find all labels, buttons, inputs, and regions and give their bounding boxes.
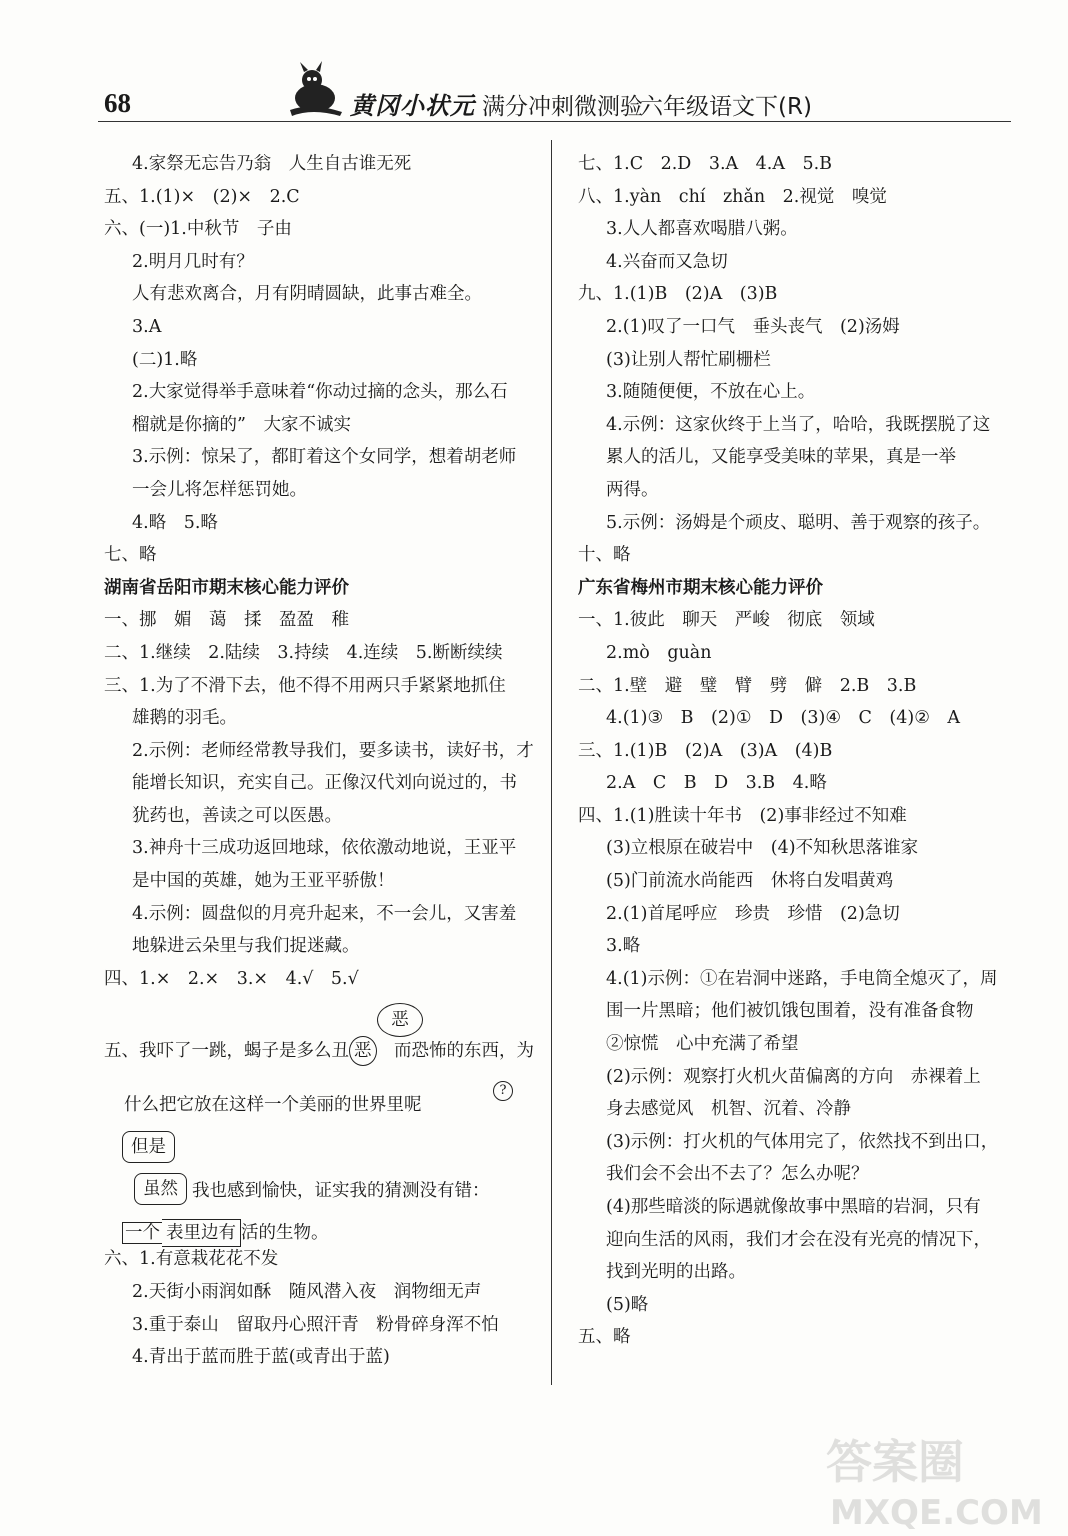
- section-heading: 湖南省岳阳市期末核心能力评价: [104, 577, 349, 598]
- answer-line: 七、略: [104, 545, 157, 566]
- answer-line: 五、1.(1)× (2)× 2.C: [104, 186, 300, 207]
- question-mark-icon: ?: [493, 1081, 513, 1101]
- answer-line: 4.示例：圆盘似的月亮升起来，不一会儿，又害羞: [132, 903, 517, 924]
- answer-line: 我们会不会出不去了？怎么办呢？: [606, 1164, 869, 1185]
- answer-line: (5)略: [606, 1294, 649, 1315]
- answer-line: 3.重于泰山 留取丹心照汗青 粉骨碎身浑不怕: [132, 1314, 499, 1335]
- right-column: [578, 148, 1008, 1354]
- watermark-logo: [808, 1416, 1058, 1536]
- answer-line: 2.明月几时有？: [132, 251, 254, 272]
- edit-text: 什么把它放在这样一个美丽的世界里呢: [124, 1095, 422, 1116]
- answer-line: 2.(1)叹了一口气 垂头丧气 (2)汤姆: [606, 316, 900, 337]
- answer-line: 2.大家觉得举手意味着“你动过摘的念头，那么石: [132, 382, 508, 403]
- header-rule: [98, 121, 1011, 122]
- answer-line: 一、1.彼此 聊天 严峻 彻底 领域: [578, 610, 875, 631]
- edit-text: 活的生物。: [241, 1223, 329, 1244]
- deleted-word-box: 虽然: [134, 1173, 187, 1205]
- answer-line: 犹药也，善读之可以医愚。: [132, 805, 342, 826]
- answer-line: 3.人人都喜欢喝腊八粥。: [606, 219, 798, 240]
- answer-line: 榴就是你摘的” 大家不诚实: [132, 414, 351, 435]
- edit-line-1: [104, 1035, 534, 1068]
- swap-box: 表里边有: [162, 1219, 241, 1247]
- answer-line: ②惊慌 心中充满了希望: [606, 1034, 799, 1055]
- left-column: [104, 148, 544, 1374]
- answer-line: 三、1.为了不滑下去，他不得不用两只手紧紧地抓住: [104, 675, 506, 696]
- answer-line: 2.天街小雨润如酥 随风潜入夜 润物细无声: [132, 1282, 482, 1303]
- answer-line: 2.A C B D 3.B 4.略: [606, 773, 827, 794]
- answer-line: 3.示例：惊呆了，都盯着这个女同学，想着胡老师: [132, 447, 517, 468]
- answer-line: (二)1.略: [132, 349, 198, 370]
- answer-line: 十、略: [578, 545, 631, 566]
- answer-line: 3.A: [132, 316, 162, 337]
- page-number: 68: [104, 88, 131, 118]
- answer-line: 4.家祭无忘告乃翁 人生自古谁无死: [132, 154, 412, 174]
- mascot-logo-icon: [282, 58, 352, 120]
- answer-line: 2.(1)首尾呼应 珍贵 珍惜 (2)急切: [606, 903, 900, 924]
- answer-line: 雄鹅的羽毛。: [132, 708, 237, 729]
- answer-line: 3.神舟十三成功返回地球，依依激动地说，王亚平: [132, 838, 517, 859]
- answer-line: 2.示例：老师经常教导我们，要多读书，读好书，才: [132, 740, 534, 761]
- circled-char: 恶: [349, 1036, 377, 1066]
- brand-name: 黄冈小状元: [350, 91, 475, 120]
- answer-line: 九、1.(1)B (2)A (3)B: [578, 284, 778, 305]
- answer-line: 二、1.壁 避 璧 臂 劈 僻 2.B 3.B: [578, 675, 917, 696]
- answer-line: 3.随随便便，不放在心上。: [606, 382, 816, 403]
- answer-line: 是中国的英雄，她为王亚平骄傲！: [132, 871, 395, 892]
- answer-line: 六、1.有意栽花花不发: [104, 1249, 279, 1270]
- edit-text: 而恐怖的东西，为: [376, 1041, 534, 1062]
- answer-line: (2)示例：观察打火机火苗偏离的方向 赤裸着上: [606, 1066, 981, 1087]
- answer-line: 三、1.(1)B (2)A (3)A (4)B: [578, 740, 833, 761]
- answer-line: 5.示例：汤姆是个顽皮、聪明、善于观察的孩子。: [606, 512, 991, 533]
- watermark-text: 答案圈: [826, 1435, 964, 1489]
- answer-line: (4)那些暗淡的际遇就像故事中黑暗的岩洞，只有: [606, 1197, 981, 1217]
- edit-line-4: [122, 1217, 329, 1250]
- inserted-word-box: 但是: [122, 1131, 175, 1163]
- answer-line: (3)示例：打火机的气体用完了，依然找不到出口，: [606, 1131, 999, 1152]
- answer-line: 4.兴奋而又急切: [606, 251, 728, 272]
- page-header: [0, 0, 1068, 130]
- answer-line: (3)立根原在破岩中 (4)不知秋思落谁家: [606, 838, 919, 859]
- answer-line: 一、挪 媚 蔼 揉 盈盈 稚: [104, 610, 349, 631]
- answer-line: 4.(1)③ B (2)① D (3)④ C (4)② A: [606, 708, 961, 729]
- answer-line: 累人的活儿，又能享受美味的苹果，真是一举: [606, 447, 956, 468]
- answer-line: 六、(一)1.中秋节 子由: [104, 219, 292, 240]
- answer-line: 五、略: [578, 1327, 631, 1348]
- answer-line: 身去感觉风 机智、沉着、冷静: [606, 1099, 851, 1120]
- answer-line: 人有悲欢离合，月有阴晴圆缺，此事古难全。: [132, 284, 482, 305]
- answer-line: 四、1.× 2.× 3.× 4.√ 5.√: [104, 968, 359, 989]
- answer-line: 2.mò guàn: [606, 642, 712, 663]
- answer-line: 围一片黑暗；他们被饥饿包围着，没有准备食物: [606, 1001, 974, 1022]
- answer-line: 4.略 5.略: [132, 512, 218, 533]
- answer-line: 4.青出于蓝而胜于蓝(或青出于蓝): [132, 1347, 390, 1368]
- answer-line: 4.(1)示例：①在岩洞中迷路，手电筒全熄灭了，周: [606, 968, 998, 989]
- section-heading: 广东省梅州市期末核心能力评价: [578, 577, 823, 598]
- edit-text: 五、我吓了一跳，蝎子是多么丑: [104, 1041, 349, 1062]
- watermark-url: MXQE.COM: [830, 1493, 1043, 1533]
- edit-text: 一个: [122, 1222, 162, 1244]
- correction-bubble: 恶: [377, 1003, 423, 1037]
- answer-line: (5)门前流水尚能西 休将白发唱黄鸡: [606, 871, 894, 892]
- column-divider: [551, 140, 552, 1385]
- answer-line: 找到光明的出路。: [606, 1262, 746, 1283]
- answer-line: 4.示例：这家伙终于上当了，哈哈，我既摆脱了这: [606, 414, 991, 435]
- answer-line: 迎向生活的风雨，我们才会在没有光亮的情况下，: [606, 1229, 991, 1250]
- answer-line: 二、1.继续 2.陆续 3.持续 4.连续 5.断断续续: [104, 642, 503, 663]
- answer-line: 四、1.(1)胜读十年书 (2)事非经过不知难: [578, 805, 907, 826]
- proofreading-figure: [104, 995, 544, 1243]
- answer-line: 两得。: [606, 479, 659, 500]
- header-title: 满分冲刺微测验: [482, 94, 643, 120]
- answer-line: (3)让别人帮忙刷栅栏: [606, 349, 771, 370]
- edit-line-3: 我也感到愉快，证实我的猜测没有错：: [192, 1181, 490, 1202]
- header-subtitle: 六年级语文下(R): [640, 94, 812, 120]
- answer-line: 八、1.yàn chí zhǎn 2.视觉 嗅觉: [578, 186, 887, 207]
- answer-line: 一会儿将怎样惩罚她。: [132, 479, 307, 500]
- answer-line: 七、1.C 2.D 3.A 4.A 5.B: [578, 154, 833, 174]
- edit-line-2: [124, 1089, 422, 1122]
- answer-line: 3.略: [606, 936, 641, 957]
- answer-line: 地躲进云朵里与我们捉迷藏。: [132, 936, 360, 957]
- answer-line: 能增长知识，充实自己。正像汉代刘向说过的，书: [132, 773, 517, 794]
